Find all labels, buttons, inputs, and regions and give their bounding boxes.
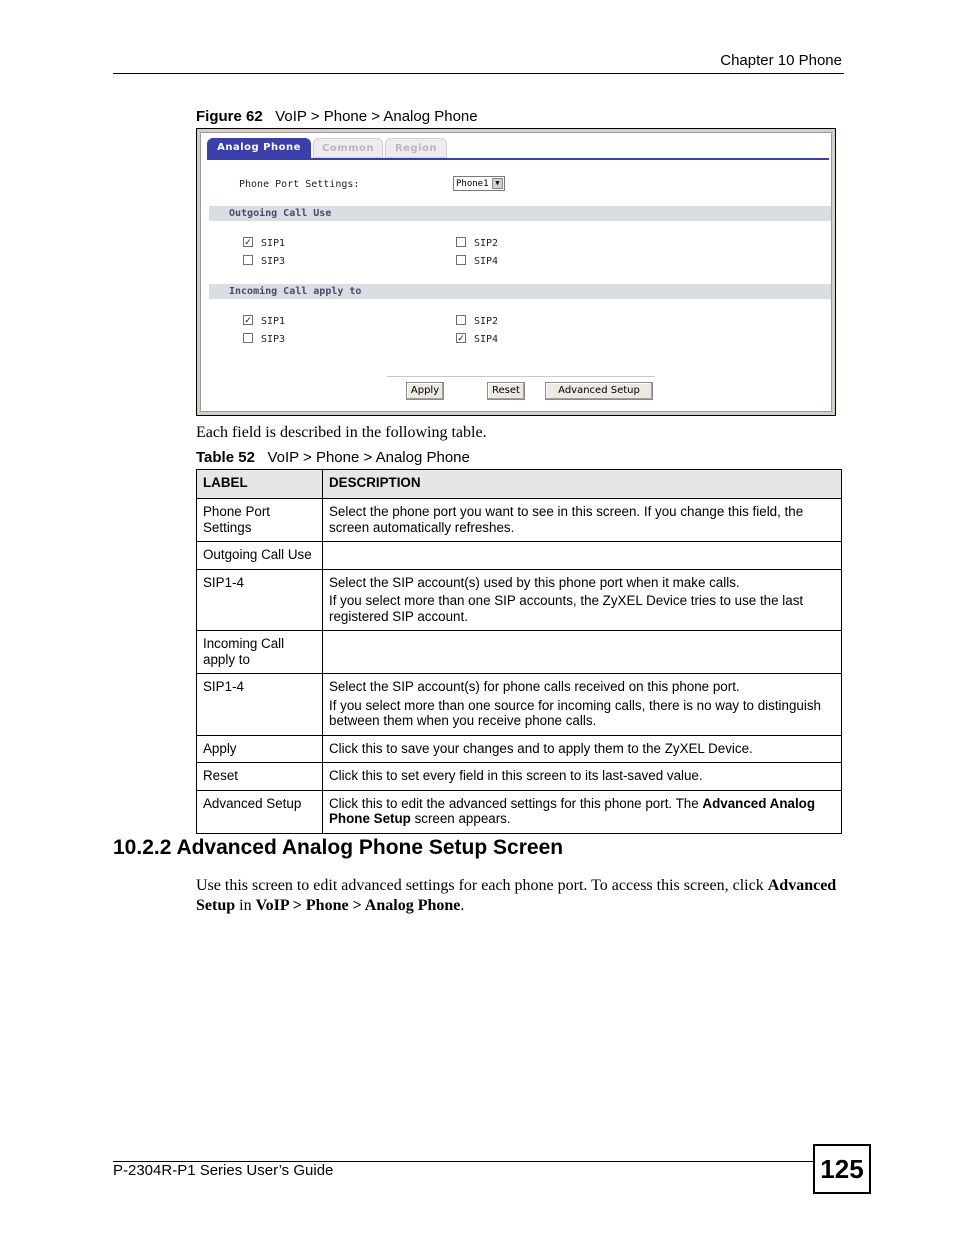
outgoing-sip2-checkbox[interactable]: [456, 237, 466, 247]
incoming-sip2-label: SIP2: [474, 316, 499, 327]
row-label: SIP1-4: [197, 674, 323, 736]
row-description: [323, 790, 842, 833]
advanced-setup-button[interactable]: Advanced Setup: [545, 382, 653, 400]
row-description: Click this to set every field in this screen to its last-saved value.: [323, 763, 842, 791]
row-description: [323, 542, 842, 570]
row-label: SIP1-4: [197, 569, 323, 631]
footer-guide-title: P-2304R-P1 Series User’s Guide: [113, 1162, 334, 1179]
apply-button[interactable]: Apply: [406, 382, 444, 400]
table-row: [197, 499, 842, 542]
row-description: [323, 674, 842, 736]
tab-region[interactable]: Region: [385, 138, 447, 158]
row-label: Advanced Setup: [197, 790, 323, 833]
analog-phone-screenshot: [196, 128, 836, 416]
row-description-para: Select the SIP account(s) for phone calls received on this phone port.: [329, 679, 740, 694]
intro-text: Each field is described in the following table.: [196, 424, 487, 441]
desc-bold-text: Advanced Analog Phone Setup: [329, 795, 816, 826]
outgoing-sip4-checkbox[interactable]: [456, 255, 466, 265]
body-text: Use this screen to edit advanced settings for each phone port. To access this screen, click: [196, 877, 768, 894]
table-caption: [196, 449, 470, 466]
incoming-sip3-label: SIP3: [261, 334, 286, 345]
chapter-header: Chapter 10 Phone: [720, 52, 842, 69]
outgoing-call-section: Outgoing Call Use: [209, 206, 831, 221]
table-row: [197, 790, 842, 833]
incoming-sip4-checkbox[interactable]: ✓: [457, 333, 465, 343]
tab-common[interactable]: Common: [313, 138, 383, 158]
phone-port-label: Phone Port Settings:: [239, 179, 360, 190]
body-text: in: [235, 897, 256, 914]
row-description-para: If you select more than one source for incoming calls, there is no way to distinguish between them when you receive phone calls.: [329, 697, 821, 728]
outgoing-sip3-checkbox[interactable]: [243, 255, 253, 265]
description-table: [196, 469, 842, 834]
label-header: LABEL: [197, 470, 323, 499]
incoming-call-section: Incoming Call apply to: [209, 284, 831, 299]
outgoing-sip2-label: SIP2: [474, 238, 499, 249]
chevron-down-icon: ▼: [492, 178, 503, 189]
row-description-para: Select the SIP account(s) used by this phone port when it make calls.: [329, 574, 740, 590]
table-header-row: [197, 470, 842, 499]
table-row: [197, 763, 842, 791]
table-row: [197, 569, 842, 631]
outgoing-sip3-label: SIP3: [261, 256, 286, 267]
outgoing-sip1-checkbox[interactable]: ✓: [244, 237, 252, 247]
reset-button[interactable]: Reset: [487, 382, 525, 400]
body-bold-text: VoIP > Phone > Analog Phone: [255, 897, 461, 914]
row-description: [323, 569, 842, 631]
screen-panel: [200, 132, 832, 412]
body-text: .: [460, 897, 465, 914]
figure-title: VoIP > Phone > Analog Phone: [275, 108, 478, 125]
row-description: [323, 631, 842, 674]
table-row: [197, 542, 842, 570]
table-row: [197, 674, 842, 736]
incoming-sip2-checkbox[interactable]: [456, 315, 466, 325]
description-header: DESCRIPTION: [323, 470, 842, 499]
row-label: Outgoing Call Use: [197, 542, 323, 570]
desc-text: Click this to edit the advanced settings for this phone port. The: [329, 795, 703, 811]
row-label: Phone Port Settings: [197, 499, 323, 542]
table-title: VoIP > Phone > Analog Phone: [267, 449, 470, 466]
tab-analog-phone[interactable]: Analog Phone: [207, 138, 311, 158]
incoming-sip3-checkbox[interactable]: [243, 333, 253, 343]
table-row: [197, 631, 842, 674]
phone-port-value: Phone1: [456, 179, 489, 189]
figure-label: Figure 62: [196, 108, 263, 125]
incoming-sip1-checkbox[interactable]: ✓: [244, 315, 252, 325]
row-description: Select the phone port you want to see in this screen. If you change this field, the screen automatically refreshes.: [323, 499, 842, 542]
incoming-sip4-label: SIP4: [474, 334, 499, 345]
phone-port-select[interactable]: [453, 176, 505, 191]
tab-underline: [207, 158, 829, 160]
section-title: 10.2.2 Advanced Analog Phone Setup Screen: [113, 836, 564, 859]
row-label: Reset: [197, 763, 323, 791]
row-description-para: If you select more than one SIP accounts, the ZyXEL Device tries to use the last registered SIP account.: [329, 593, 804, 624]
row-label: Apply: [197, 735, 323, 763]
section-body: [196, 876, 842, 916]
desc-text: screen appears.: [410, 811, 511, 826]
figure-caption: [196, 108, 478, 125]
outgoing-sip4-label: SIP4: [474, 256, 499, 267]
row-description: Click this to save your changes and to apply them to the ZyXEL Device.: [323, 735, 842, 763]
header-rule: [113, 73, 844, 74]
outgoing-sip1-label: SIP1: [261, 238, 286, 249]
incoming-sip1-label: SIP1: [261, 316, 286, 327]
table-label: Table 52: [196, 449, 255, 466]
button-row-divider: [387, 376, 655, 377]
page-number: 125: [813, 1144, 871, 1194]
body-bold-text: Advanced Setup: [196, 877, 837, 914]
table-row: [197, 735, 842, 763]
row-label: Incoming Call apply to: [197, 631, 323, 674]
